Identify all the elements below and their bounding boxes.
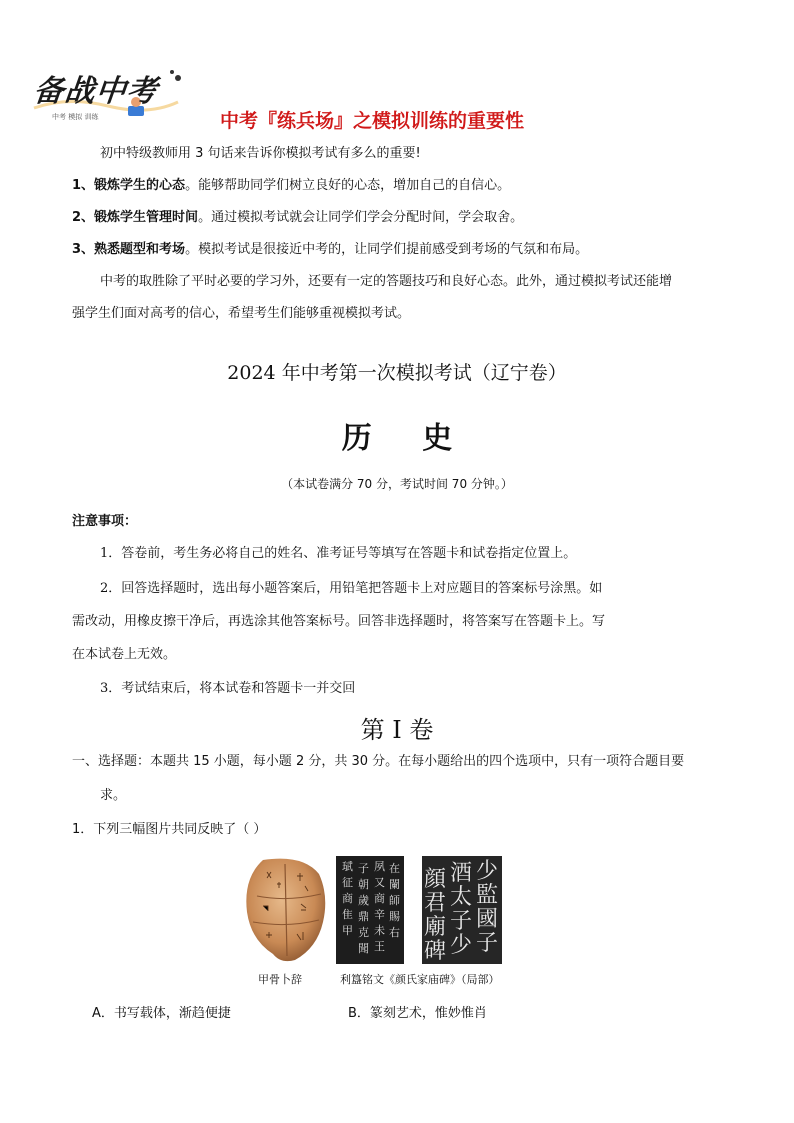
- stele-rubbing-image: [422, 856, 502, 964]
- intro-closing-line-2: 强学生们面对高考的信心，希望考生们能够重视模拟考试。: [72, 306, 411, 321]
- section1-line-2: 求。: [100, 788, 127, 803]
- notice-item-3: 3．考试结束后，将本试卷和答题卡一并交回: [100, 681, 356, 696]
- exam-score-line: （本试卷满分 70 分，考试时间 70 分钟。）: [281, 477, 513, 491]
- svg-text:太: 太: [450, 885, 473, 910]
- svg-text:夙: 夙: [374, 860, 385, 873]
- svg-text:廟: 廟: [424, 915, 447, 940]
- question-1-stem: 1．下列三幅图片共同反映了（ ）: [72, 822, 267, 837]
- point-text: 。通过模拟考试就会让同学们学会分配时间，学会取舍。: [198, 210, 524, 225]
- exam-title: 2024 年中考第一次模拟考试（辽宁卷）: [227, 362, 567, 384]
- svg-text:辛: 辛: [374, 908, 385, 921]
- notice-item-1: 1．答卷前，考生务必将自己的姓名、准考证号等填写在答题卡和试卷指定位置上。: [100, 546, 577, 561]
- section1-line-1: 一、选择题：本题共 15 小题，每小题 2 分，共 30 分。在每小题给出的四个选项中，只有一项符合题目要: [72, 754, 685, 769]
- point-heading: 锻炼学生管理时间: [94, 210, 199, 225]
- oracle-bone-image: [243, 856, 329, 964]
- svg-text:商: 商: [342, 892, 353, 905]
- point-number: 2、: [72, 210, 95, 225]
- svg-text:師: 師: [389, 894, 400, 907]
- svg-text:商: 商: [374, 892, 385, 905]
- svg-text:子: 子: [358, 862, 369, 875]
- page-heading: 中考『练兵场』之模拟训练的重要性: [220, 110, 525, 132]
- point-heading: 熟悉题型和考场: [94, 242, 186, 257]
- point-number: 1、: [72, 178, 95, 193]
- volume-title: 第 I 卷: [360, 716, 434, 744]
- svg-text:又: 又: [374, 876, 385, 889]
- intro-point-1: [72, 176, 510, 196]
- logo-text: 备战中考: [31, 74, 160, 109]
- svg-text:征: 征: [342, 876, 353, 889]
- svg-text:顔: 顔: [424, 867, 447, 892]
- notice-item-2-line-1: 2．回答选择题时，选出每小题答案后，用铅笔把答题卡上对应题目的答案标号涂黑。如: [100, 581, 603, 596]
- svg-text:聞: 聞: [358, 942, 369, 955]
- svg-text:酒: 酒: [450, 861, 473, 886]
- exam-subject: 历 史: [341, 421, 473, 456]
- svg-text:歲: 歲: [358, 894, 369, 907]
- point-number: 3、: [72, 242, 95, 257]
- svg-text:國: 國: [476, 907, 499, 932]
- svg-text:未: 未: [374, 924, 385, 937]
- notice-heading: 注意事项：: [72, 514, 138, 529]
- svg-text:在: 在: [389, 862, 400, 875]
- svg-text:少: 少: [450, 933, 473, 958]
- intro-point-2: [72, 208, 523, 228]
- notice-item-2-line-3: 在本试卷上无效。: [72, 647, 177, 662]
- option-a: A．书写载体，渐趋便捷: [92, 1006, 231, 1021]
- svg-text:碑: 碑: [424, 939, 447, 964]
- svg-text:右: 右: [389, 926, 400, 939]
- figure-caption-oracle: 甲骨卜辞: [258, 973, 302, 986]
- svg-text:隹: 隹: [342, 908, 353, 921]
- svg-text:子: 子: [450, 909, 473, 934]
- svg-text:鼎: 鼎: [358, 910, 369, 923]
- svg-text:王: 王: [374, 940, 385, 953]
- intro-lead: 初中特级教师用 3 句话来告诉你模拟考试有多么的重要!: [100, 146, 421, 161]
- intro-closing-line-1: 中考的取胜除了平时必要的学习外，还要有一定的答题技巧和良好心态。此外，通过模拟考试还能增: [100, 274, 673, 289]
- option-b: B．篆刻艺术，惟妙惟肖: [348, 1006, 487, 1021]
- svg-text:朝: 朝: [358, 878, 369, 891]
- point-heading: 锻炼学生的心态: [94, 178, 186, 193]
- bronze-inscription-image: [336, 856, 404, 964]
- svg-text:珷: 珷: [342, 860, 353, 873]
- svg-text:甲: 甲: [342, 924, 353, 937]
- svg-text:監: 監: [476, 883, 499, 908]
- svg-text:賜: 賜: [389, 910, 400, 923]
- intro-point-3: [72, 240, 588, 260]
- logo-subtext: 中考 模拟 训练: [52, 113, 99, 121]
- point-text: 。模拟考试是很接近中考的，让同学们提前感受到考场的气氛和布局。: [185, 242, 589, 257]
- svg-text:少: 少: [476, 859, 499, 884]
- figure-caption-bronze: 利簋铭文: [340, 973, 384, 986]
- svg-text:子: 子: [476, 931, 499, 956]
- notice-item-2-line-2: 需改动，用橡皮擦干净后，再选涂其他答案标号。回答非选择题时，将答案写在答题卡上。写: [72, 614, 606, 629]
- figure-caption-stele: 《颜氏家庙碑》（局部）: [384, 973, 500, 986]
- svg-text:克: 克: [358, 926, 369, 939]
- svg-text:君: 君: [424, 891, 447, 916]
- point-text: 。能够帮助同学们树立良好的心态，增加自己的自信心。: [185, 178, 511, 193]
- svg-text:闌: 闌: [389, 878, 400, 891]
